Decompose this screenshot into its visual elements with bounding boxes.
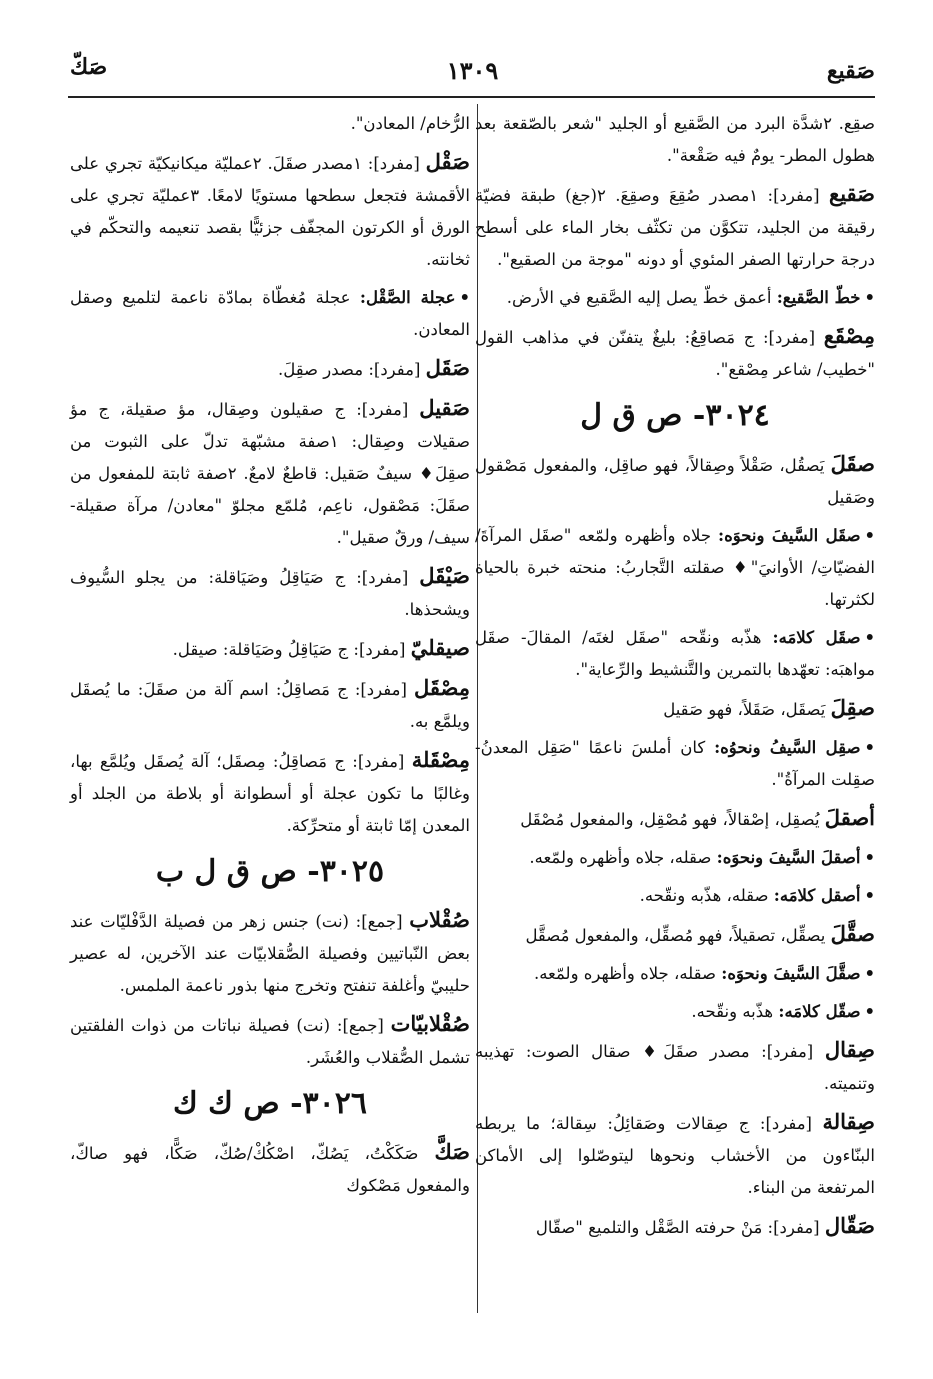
running-headword-right: صَقيع <box>826 58 875 84</box>
entry-headword: صَكَّ <box>434 1139 470 1164</box>
entry-headword: صقِلَ <box>830 695 875 720</box>
sub-sense-lead: أصقل كلامَه: <box>773 886 861 905</box>
bullet-icon: • <box>864 288 875 307</box>
dictionary-entry <box>70 108 470 140</box>
dictionary-entry <box>475 1034 875 1100</box>
entry-definition: [مفرد]: ١مصدر صقَلَ. ٢عمليّة ميكانيكيّة تجري على الأقمشة فتجعل سطحها مستويًا لامعًا. ٣عمليّة تجري على الورق أو الكرتون المجفّف جزئيًّا بقصد تنعيمه والتحكّم في ثخانته. <box>70 154 470 269</box>
entry-headword: مِصْقَع <box>823 323 875 348</box>
bullet-icon: • <box>459 288 470 307</box>
dictionary-entry <box>475 1210 875 1244</box>
dictionary-entry <box>70 744 470 842</box>
dictionary-entry <box>475 692 875 726</box>
dictionary-entry <box>475 320 875 386</box>
entry-headword: صَقيل <box>419 395 470 420</box>
sub-sense-text: كان أملسَ ناعمًا "صَقِل المعدنُ- صقِلت المرآةُ". <box>475 738 875 789</box>
root-heading: ٣٠٢٥- ص ق ل ب <box>155 854 385 889</box>
running-headword-left: صَكّ <box>70 54 108 80</box>
sub-sense <box>475 842 875 874</box>
entry-definition: [مفرد]: ج صَيَاقِلُ وصَيَاقلة: من يجلو السُّيوف ويشحذها. <box>70 568 470 619</box>
sub-sense-text: صقله، جلاه وأظهره ولمّعه. <box>529 848 717 867</box>
dictionary-entry <box>70 352 470 386</box>
entry-definition: [مفرد]: مَنْ حرفته الصَّقْل والتلميع "صقّال <box>535 1218 820 1237</box>
entry-definition: صقِع. ٢شدَّة البرد من الصَّقيع أو الجليد "شعر بالصّقعة بعد هطول المطر- يومٌ فيه صَقْعة". <box>475 114 875 165</box>
entry-definition: [مفرد]: مصدر صقِلَ. <box>277 360 421 379</box>
page-number: ١٣٠٩ <box>446 56 499 85</box>
entry-headword: صِقالة <box>822 1109 875 1134</box>
sub-sense <box>475 282 875 314</box>
entry-headword: صيقليّ <box>410 635 470 660</box>
dictionary-entry <box>70 904 470 1002</box>
dictionary-entry <box>70 632 470 666</box>
entry-definition: يُصقِل، إصْقالاً، فهو مُصْقِل، والمفعول مُصْقَل <box>520 810 820 829</box>
bullet-icon: • <box>864 526 876 545</box>
entry-definition: [جمع]: (نت) فصيلة نباتات من ذوات الفلقتين تشمل الصُّقلاب والعُشَر. <box>70 1016 470 1067</box>
entry-headword: صُقْلابيّات <box>390 1011 470 1036</box>
left-column <box>70 108 470 1208</box>
sub-sense <box>475 996 875 1028</box>
entry-headword: صَيْقَل <box>419 563 470 588</box>
sub-sense-text: هذّبه ونقّحه. <box>691 1002 779 1021</box>
entry-definition: [مفرد]: ج مَصاقِلُ: مِصقَل؛ آلة يُصقَل ويُلمَّع بها، وغالبًا ما تكون عجلة أو أسطوانة أو بلاطة من الجلد أو المعدن إمّا ثابتة أو متحرِّكة. <box>70 752 470 835</box>
bullet-icon: • <box>864 848 875 867</box>
sub-sense-lead: صقّل كلامَه: <box>778 1002 861 1021</box>
dictionary-entry <box>70 1136 470 1202</box>
sub-sense <box>475 958 875 990</box>
dictionary-entry <box>475 448 875 514</box>
entry-headword: مِصْقَلة <box>411 747 470 772</box>
entry-definition: يصقِّل، تصقيلاً، فهو مُصقِّل، والمفعول مُصقَّل <box>525 926 826 945</box>
sub-sense-lead: صقِل السَّيفُ ونحوُه: <box>714 738 861 757</box>
entry-headword: صقَلَ <box>830 451 875 476</box>
entry-definition: يَصقُل، صَقْلاً وصِقالاً، فهو صاقِل، والمفعول مَصْقول وصَقيل <box>475 456 875 507</box>
entry-definition: [مفرد]: ج مَصاقِلُ: اسم آلة من صقَلَ: ما يُصقَل ويلمَّع به. <box>70 680 470 731</box>
sub-sense-lead: صقَل السَّيفَ ونحوَه: <box>717 526 861 545</box>
dictionary-entry <box>475 1106 875 1204</box>
dictionary-entry <box>70 1008 470 1074</box>
entry-headword: صُقْلاب <box>409 907 470 932</box>
entry-definition: [مفرد]: ج صقيلون وصِقال، مؤ صقيلة، ج مؤ صقيلات وصِقال: ١صفة مشبّهة تدلّ على الثبوت من صقِلَ♦ سيفٌ صَقيل: قاطعٌ لامعٌ. ٢صفة ثابتة للمفعول من صقَلَ: مَصْقول، ناعِم، مُلمّع مجلوّ "معادن/ مرآة صقيلة- سيف/ ورقٌ صقيل". <box>70 400 470 547</box>
sub-sense-text: جلاه وأظهره ولمّعه "صقَل المرآةَ/ الفضيّاتِ/ الأوانيَ"♦ صقلته التَّجاربُ: منحته خبرة بالحياة لكثرتها. <box>475 526 875 609</box>
entry-definition: يَصقَل، صَقَلاً، فهو صَقيل <box>663 700 826 719</box>
entry-headword: صَقّال <box>824 1213 875 1238</box>
dictionary-entry <box>475 802 875 836</box>
sub-sense-text: أعمق خطّ يصل إليه الصَّقيع في الأرض. <box>506 288 777 307</box>
sub-sense-lead: صقَّلَ السَّيفَ ونحوَه: <box>721 964 861 983</box>
entry-definition: [مفرد]: ج صِقالات وصَقائِلُ: سِقالة؛ ما يربطه البنّاءون من الأخشاب ونحوها ليتوصّلوا إلى الأماكن المرتفعة من البناء. <box>475 1114 875 1197</box>
dictionary-entry <box>70 392 470 554</box>
sub-sense-text: صقله، هذّبه ونقّحه. <box>639 886 774 905</box>
entry-definition: الرُّخام/ المعادن". <box>350 114 470 133</box>
sub-sense-text: هذّبه ونقّحه "صقَل لغتَه/ المقالَ- صقَل مواهبَه: تعهّدها بالتمرين والتَّنشيط والرِّعاية". <box>475 628 875 679</box>
dictionary-entry <box>475 108 875 172</box>
sub-sense-text: صقله، جلاه وأظهره ولمّعه. <box>533 964 722 983</box>
sub-sense-lead: عجلة الصَّقْل: <box>359 288 456 307</box>
bullet-icon: • <box>864 738 875 757</box>
sub-sense <box>475 622 875 686</box>
bullet-icon: • <box>864 886 875 905</box>
sub-sense <box>475 880 875 912</box>
sub-sense-text: عجلة مُغطّاة بمادّة ناعمة لتلميع وصقل المعادن. <box>70 288 470 339</box>
bullet-icon: • <box>864 628 875 647</box>
dictionary-entry <box>475 918 875 952</box>
dictionary-entry <box>70 560 470 626</box>
sub-sense <box>70 282 470 346</box>
entry-headword: صقَّلَ <box>830 921 875 946</box>
entry-headword: صِقال <box>824 1037 875 1062</box>
entry-headword: مِصْقَل <box>414 675 470 700</box>
entry-definition: [مفرد]: ج مَصاقِعُ: بليغٌ يتفنّن في مذاهب القول "خطيب/ شاعر مِصْقع". <box>475 328 875 379</box>
sub-sense <box>475 732 875 796</box>
entry-headword: أصقلَ <box>824 805 875 830</box>
header-rule <box>68 96 875 98</box>
root-heading: ٣٠٢٦- ص ك ك <box>173 1086 367 1121</box>
dictionary-entry <box>70 672 470 738</box>
page-header <box>70 52 875 92</box>
entry-headword: صَقَل <box>425 355 470 380</box>
right-column <box>475 108 875 1250</box>
sub-sense <box>475 520 875 616</box>
sub-sense-lead: أصقلَ السَّيفَ ونحوَه: <box>716 848 861 867</box>
entry-definition: [مفرد]: ج صَيَاقِلُ وصَيَاقلة: صيقل. <box>172 640 406 659</box>
entry-headword: صَقْل <box>425 149 470 174</box>
bullet-icon: • <box>864 1002 875 1021</box>
bullet-icon: • <box>864 964 875 983</box>
entry-definition: [مفرد]: مصدر صقَلَ♦ صقال الصوت: تهذيبه وتنميته. <box>475 1042 875 1093</box>
root-heading: ٣٠٢٤- ص ق ل <box>580 398 770 433</box>
dictionary-entry <box>70 146 470 276</box>
entry-definition: [جمع]: (نت) جنس زهر من فصيلة الدَّفْليّات عند بعض النّباتيين وفصيلة الصُّقلابيّات عند الآخرين، له عصير حليبيّ وأغلفة تنفتح وتخرج منها بذور ناعمة الملمس. <box>70 912 470 995</box>
sub-sense-lead: خطّ الصَّقيع: <box>776 288 861 307</box>
entry-headword: صَقيع <box>829 181 875 206</box>
entry-definition: صَكَكْتُ، يَصُكّ، اصْكُكْ/صُكّ، صَكًّا، فهو صاكّ، والمفعول مَصْكوك <box>70 1144 470 1195</box>
sub-sense-lead: صقَل كلامَه: <box>772 628 861 647</box>
dictionary-entry <box>475 178 875 276</box>
entry-definition: [مفرد]: ١مصدر صُقِعَ وصقِعَ. ٢(جغ) طبقة فضيّة رقيقة من الجليد، تتكوَّن من تكثّف بخار الماء على أسطح درجة حرارتها الصفر المئوي أو دونه "موجة من الصقيع". <box>475 186 875 269</box>
